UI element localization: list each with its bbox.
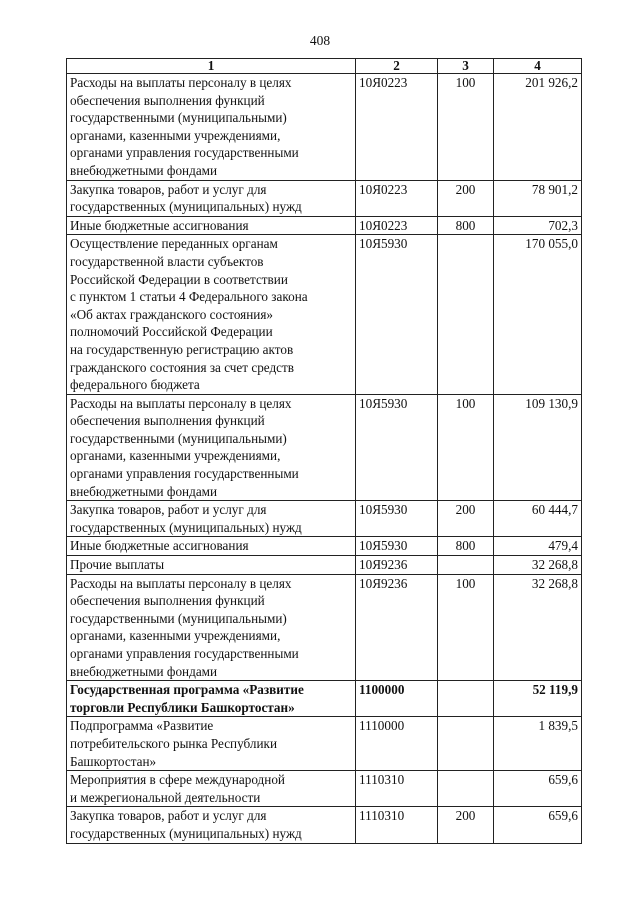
row-code-cell: 10Я0223 — [356, 74, 438, 181]
row-name-cell: Осуществление переданных органам государственной власти субъектов Российской Федерации в соответствии с пунктом 1 статьи 4 Федерального закона «Об актах гражданского состояния» полномочий Российской Федерации на государственную регистрацию актов гражданского состояния за счет средств федерального бюджета — [67, 235, 356, 394]
table-row — [67, 807, 582, 843]
header-col-3: 3 — [438, 59, 494, 74]
row-code-cell: 10Я0223 — [356, 180, 438, 216]
row-amount-cell: 32 268,8 — [494, 574, 582, 681]
row-type-cell: 100 — [438, 574, 494, 681]
header-col-1: 1 — [67, 59, 356, 74]
row-amount-cell: 479,4 — [494, 537, 582, 556]
row-name-cell: Закупка товаров, работ и услуг для государственных (муниципальных) нужд — [67, 501, 356, 537]
page-number: 408 — [309, 33, 331, 48]
row-code-cell: 10Я5930 — [356, 235, 438, 394]
row-code-cell: 10Я9236 — [356, 574, 438, 681]
row-code-cell: 10Я0223 — [356, 216, 438, 235]
row-type-cell — [438, 235, 494, 394]
table-row — [67, 180, 582, 216]
row-code-cell: 10Я9236 — [356, 556, 438, 575]
table-row — [67, 501, 582, 537]
row-name-cell: Закупка товаров, работ и услуг для государственных (муниципальных) нужд — [67, 807, 356, 843]
row-type-cell — [438, 717, 494, 771]
row-name-cell: Прочие выплаты — [67, 556, 356, 575]
table-row — [67, 771, 582, 807]
row-name-cell: Расходы на выплаты персоналу в целях обеспечения выполнения функций государственными (муниципальными) органами, казенными учреждениями, органами управления государственными внебюджетными фондами — [67, 574, 356, 681]
row-name-cell: Иные бюджетные ассигнования — [67, 537, 356, 556]
row-amount-cell: 52 119,9 — [494, 681, 582, 717]
table-body — [67, 74, 582, 844]
row-type-cell — [438, 681, 494, 717]
row-type-cell: 200 — [438, 807, 494, 843]
row-name-cell: Расходы на выплаты персоналу в целях обеспечения выполнения функций государственными (муниципальными) органами, казенными учреждениями, органами управления государственными внебюджетными фондами — [67, 74, 356, 181]
row-type-cell — [438, 556, 494, 575]
header-col-2: 2 — [356, 59, 438, 74]
row-name-cell: Мероприятия в сфере международной и межрегиональной деятельности — [67, 771, 356, 807]
row-code-cell: 10Я5930 — [356, 501, 438, 537]
table-row — [67, 717, 582, 771]
table-row — [67, 394, 582, 501]
row-code-cell: 1110310 — [356, 771, 438, 807]
row-name-cell: Подпрограмма «Развитие потребительского рынка Республики Башкортостан» — [67, 717, 356, 771]
row-amount-cell: 702,3 — [494, 216, 582, 235]
row-code-cell: 1110000 — [356, 717, 438, 771]
row-type-cell — [438, 771, 494, 807]
row-type-cell: 200 — [438, 180, 494, 216]
row-name-cell: Закупка товаров, работ и услуг для государственных (муниципальных) нужд — [67, 180, 356, 216]
row-amount-cell: 659,6 — [494, 771, 582, 807]
row-amount-cell: 659,6 — [494, 807, 582, 843]
row-amount-cell: 60 444,7 — [494, 501, 582, 537]
row-code-cell: 10Я5930 — [356, 394, 438, 501]
row-code-cell: 10Я5930 — [356, 537, 438, 556]
row-type-cell: 800 — [438, 537, 494, 556]
budget-table — [66, 58, 582, 844]
row-type-cell: 200 — [438, 501, 494, 537]
table-row — [67, 216, 582, 235]
row-amount-cell: 1 839,5 — [494, 717, 582, 771]
row-type-cell: 800 — [438, 216, 494, 235]
row-type-cell: 100 — [438, 394, 494, 501]
row-type-cell: 100 — [438, 74, 494, 181]
row-name-cell: Государственная программа «Развитие торговли Республики Башкортостан» — [67, 681, 356, 717]
row-amount-cell: 78 901,2 — [494, 180, 582, 216]
table-row — [67, 74, 582, 181]
row-name-cell: Иные бюджетные ассигнования — [67, 216, 356, 235]
row-amount-cell: 201 926,2 — [494, 74, 582, 181]
table-row — [67, 574, 582, 681]
row-code-cell: 1110310 — [356, 807, 438, 843]
table-row — [67, 537, 582, 556]
row-amount-cell: 32 268,8 — [494, 556, 582, 575]
row-amount-cell: 109 130,9 — [494, 394, 582, 501]
table-row — [67, 235, 582, 394]
table-row — [67, 681, 582, 717]
row-name-cell: Расходы на выплаты персоналу в целях обеспечения выполнения функций государственными (муниципальными) органами, казенными учреждениями, органами управления государственными внебюджетными фондами — [67, 394, 356, 501]
table-header-row — [67, 59, 582, 74]
row-code-cell: 1100000 — [356, 681, 438, 717]
row-amount-cell: 170 055,0 — [494, 235, 582, 394]
header-col-4: 4 — [494, 59, 582, 74]
table-row — [67, 556, 582, 575]
